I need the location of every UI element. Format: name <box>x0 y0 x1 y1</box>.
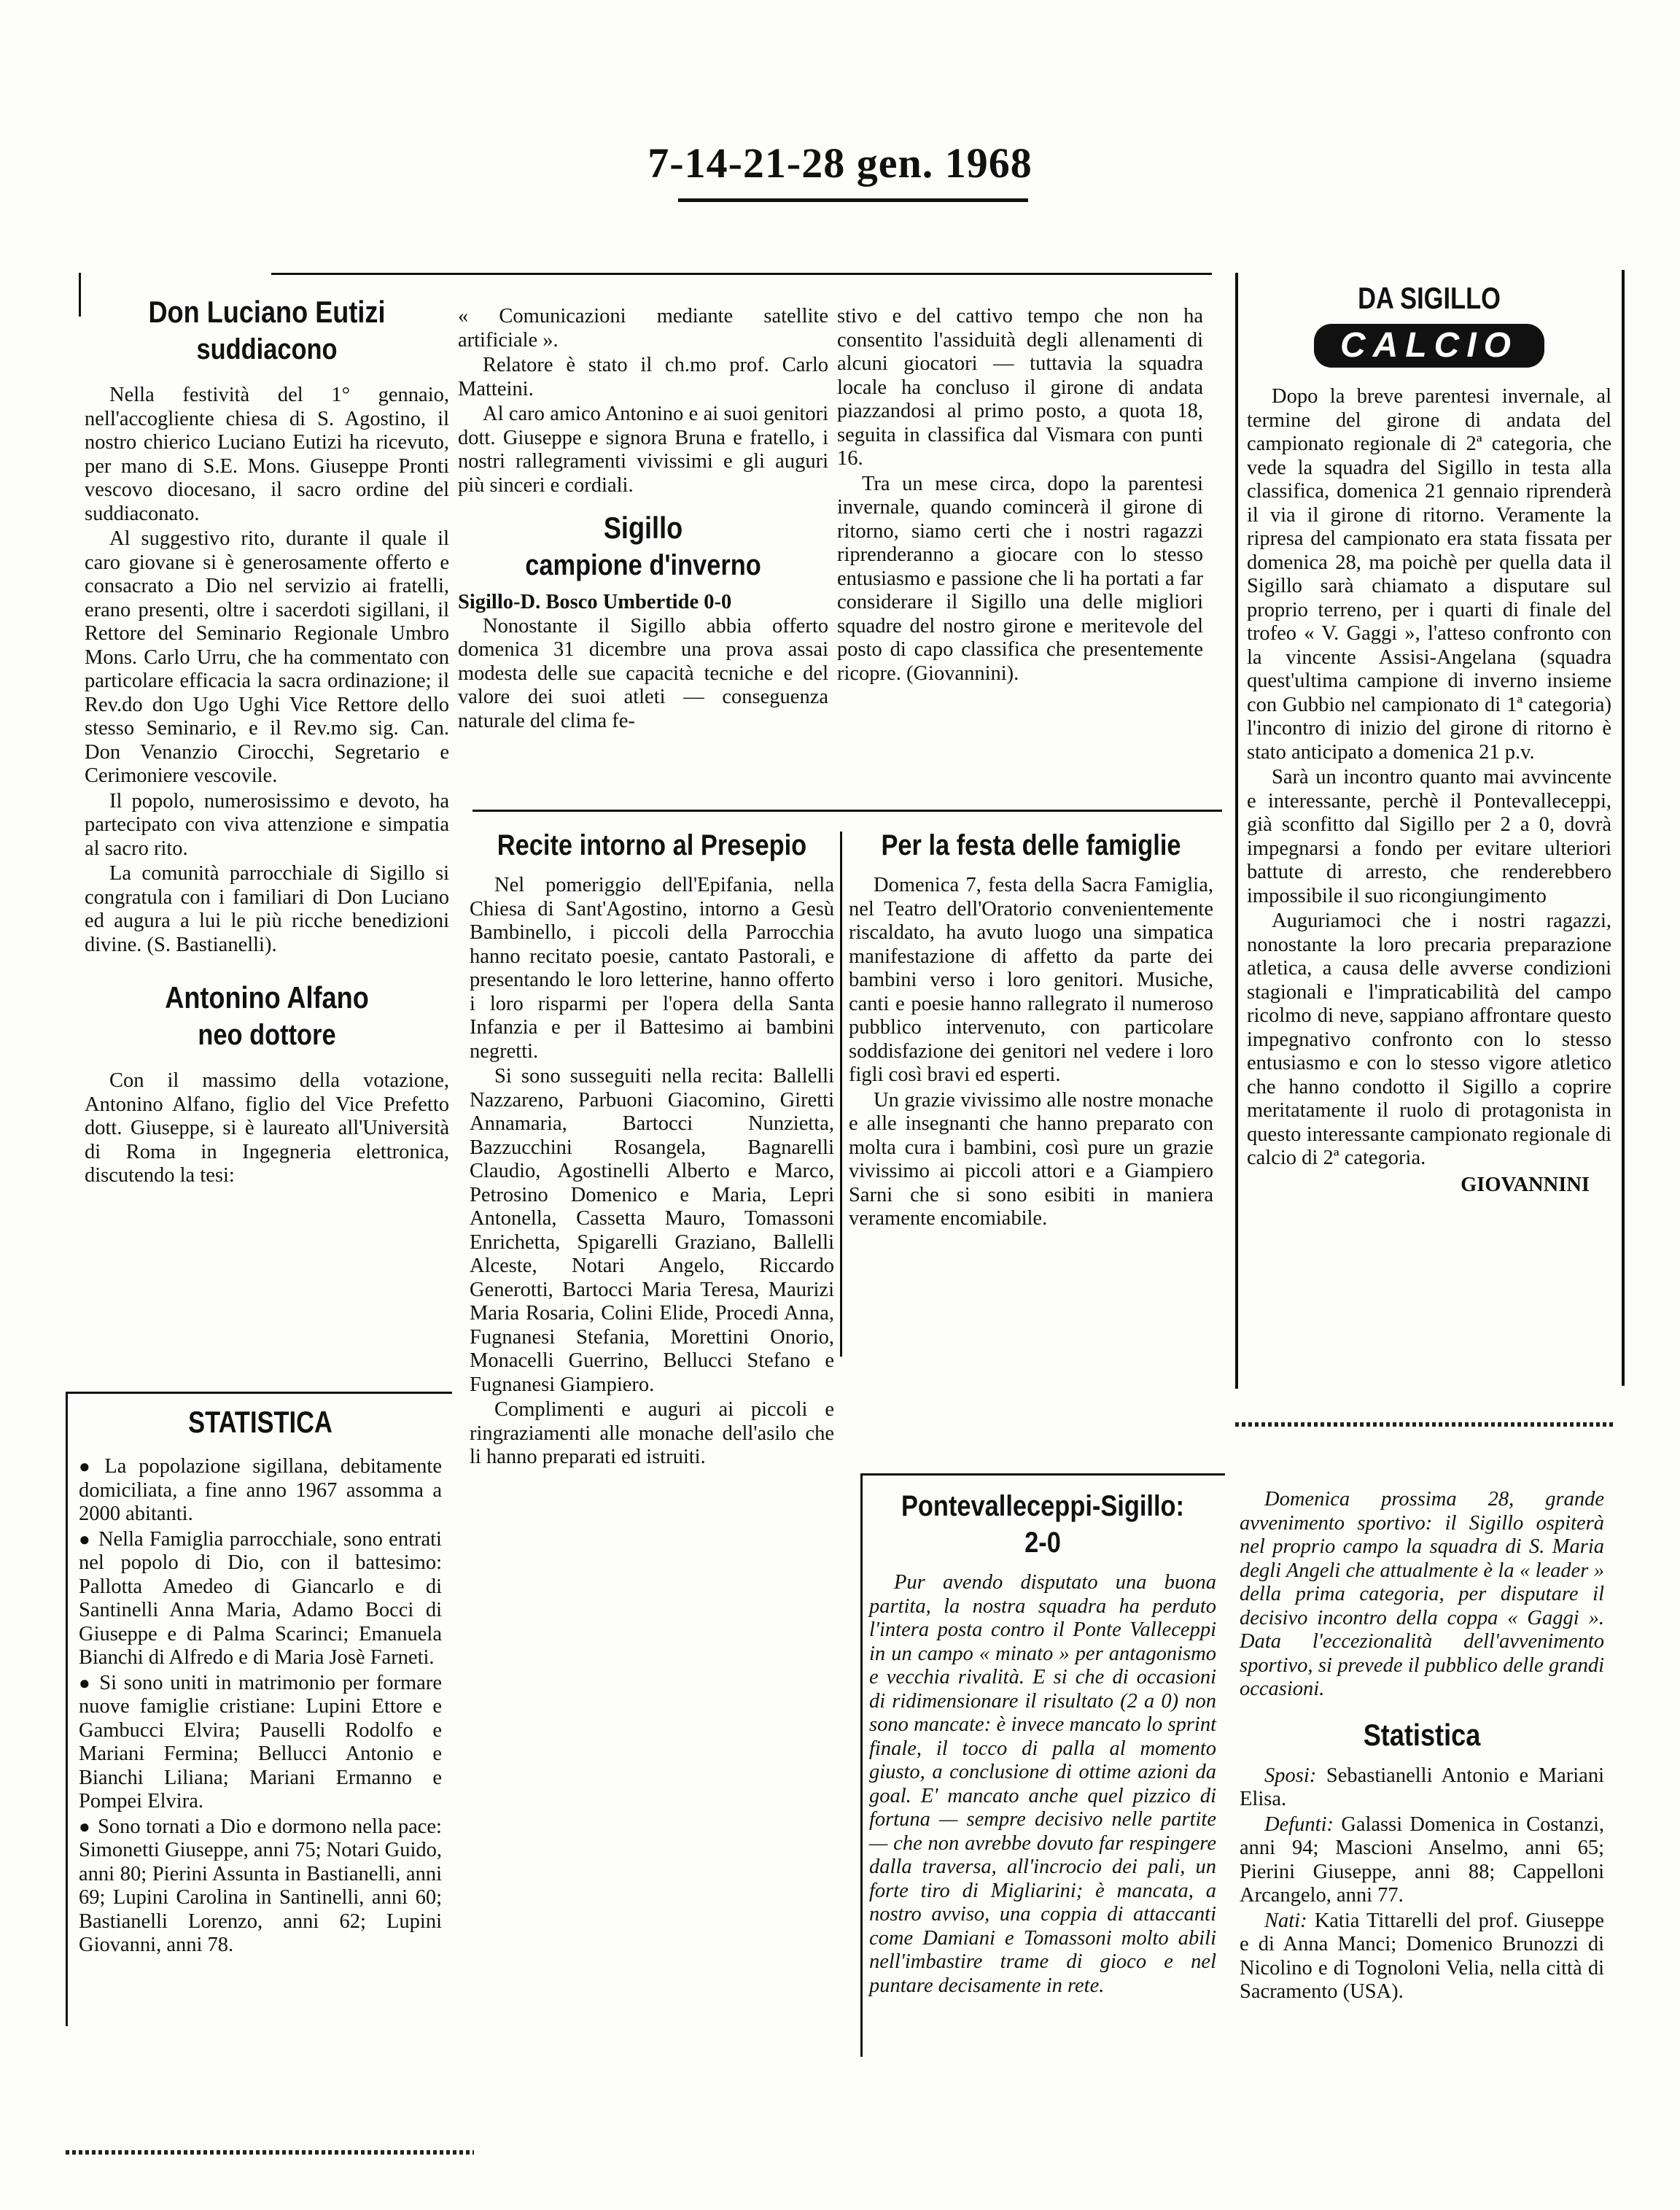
box-right-rule <box>1622 270 1625 1386</box>
paragraph: La comunità parrocchiale di Sigillo si congratula con i familiari di Don Luciano ed augura a lui le più ricche benedizioni divine. (S. Bastianelli). <box>85 862 449 956</box>
paragraph: Tra un mese circa, dopo la parentesi invernale, quando comincerà il girone di ritorno, siamo certi che i nostri ragazzi riprenderanno a giocare con lo stesso entusiasmo e passione che li ha portati a far considerare il Sigillo una delle migliori squadre del nostro girone e meritevole del posto di capo classifica che presentemente ricopre. (Giovannini). <box>837 472 1203 685</box>
match-score: Sigillo-D. Bosco Umbertide 0-0 <box>458 591 732 613</box>
column-5-bottom <box>1240 1488 1604 2006</box>
list-item: ● Nella Famiglia parrocchiale, sono entrati nel popolo di Dio, con il battesimo: Pallotta Amedeo di Giancarlo e di Santinelli Anna Maria, Adamo Bocci di Giuseppe e di Palma Scarinci; Emanuela Bianchi di Alfredo e di Maria Josè Farneti. <box>79 1527 442 1669</box>
article-title: Per la festa delle famiglie <box>881 829 1181 861</box>
bullet-icon: ● <box>79 1672 93 1694</box>
column-2 <box>458 305 828 734</box>
paragraph: stivo e del cattivo tempo che non ha consentito l'assiduità degli allenamenti di alcuni giocatori — tuttavia la squadra locale ha concluso il girone di andata piazzandosi al primo posto, a quota 18, seguita in classifica dal Vismara con punti 16. <box>837 305 1203 470</box>
article-title: Don Luciano Eutizi <box>148 295 386 329</box>
list-item: Nati: Katia Tittarelli del prof. Giuseppe e di Anna Manci; Domenico Brunozzi di Nicolino e di Tognoloni Velia, nella città di Sacramento (USA). <box>1240 1909 1604 2003</box>
pontevalleceppi-article <box>869 1488 1216 1999</box>
column-1 <box>85 293 449 1190</box>
paragraph: Al caro amico Antonino e ai suoi genitori dott. Giuseppe e signora Bruna e fratello, i nostri rallegramenti vivissimi e gli auguri più sinceri e cordiali. <box>458 403 828 497</box>
famiglie-article <box>849 827 1213 1233</box>
paragraph: Complimenti e auguri ai piccoli e ringraziamenti alle monache dell'asilo che li hanno preparati ed istruiti. <box>470 1398 834 1468</box>
paragraph: Dopo la breve parentesi invernale, al termine del girone di andata del campionato regionale di 2ª categoria, che vede la squadra del Sigillo in testa alla classifica, domenica 21 gennaio riprenderà il via il girone di ritorno. Veramente la ripresa del campionato era stata fissata per domenica 28, ma poichè per quella data il Sigillo sarà chiamato a disputare sul proprio terreno, per i quarti di finale del trofeo « V. Gaggi », l'atteso confronto con la vincente Assisi-Angelana (squadra quest'ultima campione di inverno insieme con Gubbio nel campionato di 1ª categoria) l'incontro di inizio del girone di ritorno è stato anticipato a domenica 21 p.v. <box>1247 385 1611 764</box>
bullet-icon: ● <box>79 1456 98 1477</box>
paragraph: « Comunicazioni mediante satellite artificiale ». <box>458 305 828 352</box>
statistica-box <box>79 1404 442 1959</box>
article-title: Recite intorno al Presepio <box>497 829 807 861</box>
top-rule <box>271 273 1212 275</box>
paragraph: Domenica 7, festa della Sacra Famiglia, nel Teatro dell'Oratorio convenientemente riscaldato, ha avuto luogo una simpatica manifestazione di affetto da parte dei bambini verso i loro genitori. Musiche, canti e poesie hanno rallegrato il numeroso pubblico intervenuto, con particolare soddisfazione dei genitori nel vedere i loro figli così bravi ed esperti. <box>849 874 1213 1086</box>
article-subtitle: suddiacono <box>196 333 338 365</box>
article-title: Sigillo <box>603 511 683 545</box>
paragraph: Relatore è stato il ch.mo prof. Carlo Matteini. <box>458 354 828 400</box>
presepio-article <box>470 827 834 1471</box>
article-subtitle: neo dottore <box>198 1019 336 1051</box>
paragraph: Nella festività del 1° gennaio, nell'accogliente chiesa di S. Agostino, il nostro chierico Luciano Eutizi ha ricevuto, per mano di S.E. Mons. Giuseppe Pronti vescovo diocesano, il sacro ordine del suddiaconato. <box>85 384 449 525</box>
paragraph: Al suggestivo rito, durante il quale il caro giovane si è generosamente offerto e consacrato a Dio nel servizio ai fratelli, erano presenti, oltre i sacerdoti sigillani, il Rettore del Seminario Regionale Umbro Mons. Carlo Urru, che ha commentato con particolare efficacia la sacra ordinazione; il Rev.do don Ugo Ughi Vice Rettore dello stesso Seminario, e il Rev.mo sig. Can. Don Venanzio Cirocchi, Segretario e Cerimoniere vescovile. <box>85 527 449 787</box>
list-item: ● Sono tornati a Dio e dormono nella pace: Simonetti Giuseppe, anni 75; Notari Guido, anni 80; Pierini Assunta in Bastianelli, anni 69; Lupini Carolina in Santinelli, anni 60; Bastianelli Lorenzo, anni 62; Lupini Giovanni, anni 78. <box>79 1815 442 1956</box>
paragraph: Auguriamoci che i nostri ragazzi, nonostante la loro precaria preparazione atletica, a causa delle avverse condizioni stagionali e l'impraticabilità del campo ricolmo di neve, sappiano affrontare questo impegnativo confronto con lo stesso entusiasmo e con lo stesso vigore atletico che hanno condotto il Sigillo a coprire meritatamente il ruolo di protagonista in questo interessante campionato regionale di calcio di 2ª categoria. <box>1247 910 1611 1169</box>
column-3 <box>837 305 1203 687</box>
paragraph: Nel pomeriggio dell'Epifania, nella Chiesa di Sant'Agostino, intorno a Gesù Bambinello, i piccoli della Parrocchia hanno recitato poesie, cantato Pastorali, e presentando le loro letterine, hanno offerto i loro risparmi per l'opera della Santa Infanzia e per il Battesimo ai bambini negretti. <box>470 874 834 1063</box>
box-bottom-dots <box>1235 1422 1614 1427</box>
paragraph: Un grazie vivissimo alle nostre monache e alle insegnanti che hanno preparato con molta cura i bambini, così pure un grazie vivissimo ai piccoli attori e a Giampiero Sarni che si sono esibiti in maniera veramente encomiabile. <box>849 1088 1213 1230</box>
calcio-banner: CALCIO <box>1314 324 1544 368</box>
bullet-icon: ● <box>79 1815 91 1837</box>
article-title: Pontevalleceppi-Sigillo: 2-0 <box>901 1490 1185 1559</box>
statistica-title: STATISTICA <box>188 1405 332 1439</box>
da-sigillo-box <box>1247 280 1611 1197</box>
bullet-icon: ● <box>79 1528 91 1550</box>
paragraph: Pur avendo disputato una buona partita, la nostra squadra ha perduto l'intera posta contro il Ponte Valleceppi in un campo « minato » per antagonismo e vecchia rivalità. E si che di occasioni di ridimensionare il risultato (2 a 0) non sono mancate: è invece mancato lo sprint finale, il tocco di palla al momento giusto, a conclusione di ottime azioni da goal. E' mancato anche quel pizzico di fortuna — sempre decisivo nelle partite — che non avrebbe dovuto far respingere dalla traversa, all'incrocio dei pali, un forte tiro di Migliarini; è mancata, a nostro avviso, una coppia di attaccanti come Damiani e Tomassoni molto abili nell'imbastire trame di gioco e nel puntare decisamente in rete. <box>869 1571 1216 1997</box>
stat-box-bottom <box>66 2150 474 2155</box>
corner-rule <box>79 273 81 317</box>
paragraph: Domenica prossima 28, grande avvenimento sportivo: il Sigillo ospiterà nel proprio campo la squadra di S. Maria degli Angeli che attualmente è la « leader » della prima categoria, per disputare il decisivo incontro della coppa « Gaggi ». Data l'eccezionalità dell'avvenimento sportivo, si prevede il pubblico delle grandi occasioni. <box>1240 1488 1604 1700</box>
paragraph: Il popolo, numerosissimo e devoto, ha partecipato con viva attenzione e simpatia al sacro rito. <box>85 789 449 860</box>
box-left-rule <box>1235 273 1238 1389</box>
paragraph: Nonostante il Sigillo abbia offerto domenica 31 dicembre una prova assai modesta delle sue capacità tecniche e del valore dei suoi atleti — conseguenza naturale del clima fe- <box>458 614 828 732</box>
paragraph: Con il massimo della votazione, Antonino Alfano, figlio del Vice Prefetto dott. Giuseppe, si è laureato all'Università di Roma in Ingegneria elettronica, discutendo la tesi: <box>85 1069 449 1187</box>
col-divider <box>840 831 842 1357</box>
mid-rule <box>472 810 1222 812</box>
list-item: Defunti: Galassi Domenica in Costanzi, anni 94; Mascioni Anselmo, anni 65; Pierini Giuseppe, anni 88; Cappelloni Arcangelo, anni 77. <box>1240 1812 1605 1907</box>
statistica-title: Statistica <box>1363 1717 1481 1752</box>
paragraph: Sarà un incontro quanto mai avvincente e interessante, perchè il Pontevalleceppi, già sconfitto dal Sigillo per 2 a 0, dovrà impegnarsi a fondo per evitare ulteriori battute di arresto, che renderebbero impossibile il suo ricongiungimento <box>1247 766 1611 907</box>
ponte-top-rule <box>860 1473 1225 1476</box>
article-title: Antonino Alfano <box>165 980 369 1015</box>
stat-box-left <box>66 1392 68 2026</box>
signature: GIOVANNINI <box>1461 1173 1590 1196</box>
paragraph: Si sono susseguiti nella recita: Ballelli Nazzareno, Parbuoni Giacomino, Giretti Annamaria, Bartocci Nunzietta, Bazzucchini Rosangela, Bagnarelli Claudio, Agostinelli Alberto e Marco, Petrosino Domenico e Maria, Lepri Antonella, Cassetta Mauro, Tomassoni Enrichetta, Spigarelli Graziano, Ballelli Alceste, Notari Angelo, Riccardo Generotti, Bartocci Maria Teresa, Maurizi Maria Rosaria, Colini Elide, Procedi Anna, Fugnanesi Stefania, Morettini Onorio, Monacelli Guerrino, Bellucci Stefano e Fugnanesi Giampiero. <box>470 1065 834 1396</box>
date-underline <box>678 198 1028 202</box>
list-item: Sposi: Sebastianelli Antonio e Mariani Elisa. <box>1240 1764 1604 1810</box>
article-subtitle: campione d'inverno <box>525 549 761 581</box>
list-item: ● La popolazione sigillana, debitamente domiciliata, a fine anno 1967 assomma a 2000 abitanti. <box>79 1455 442 1525</box>
list-item: ● Si sono uniti in matrimonio per formare nuove famiglie cristiane: Lupini Ettore e Gambucci Elvira; Pauselli Rodolfo e Mariani Fermina; Bellucci Antonio e Bianchi Liliana; Mariani Ermanno e Pompei Elvira. <box>79 1671 442 1812</box>
stat-box-top <box>66 1392 452 1394</box>
ponte-left-rule <box>860 1473 863 2057</box>
page-date: 7-14-21-28 gen. 1968 <box>648 139 1032 187</box>
section-title: DA SIGILLO <box>1358 281 1501 315</box>
